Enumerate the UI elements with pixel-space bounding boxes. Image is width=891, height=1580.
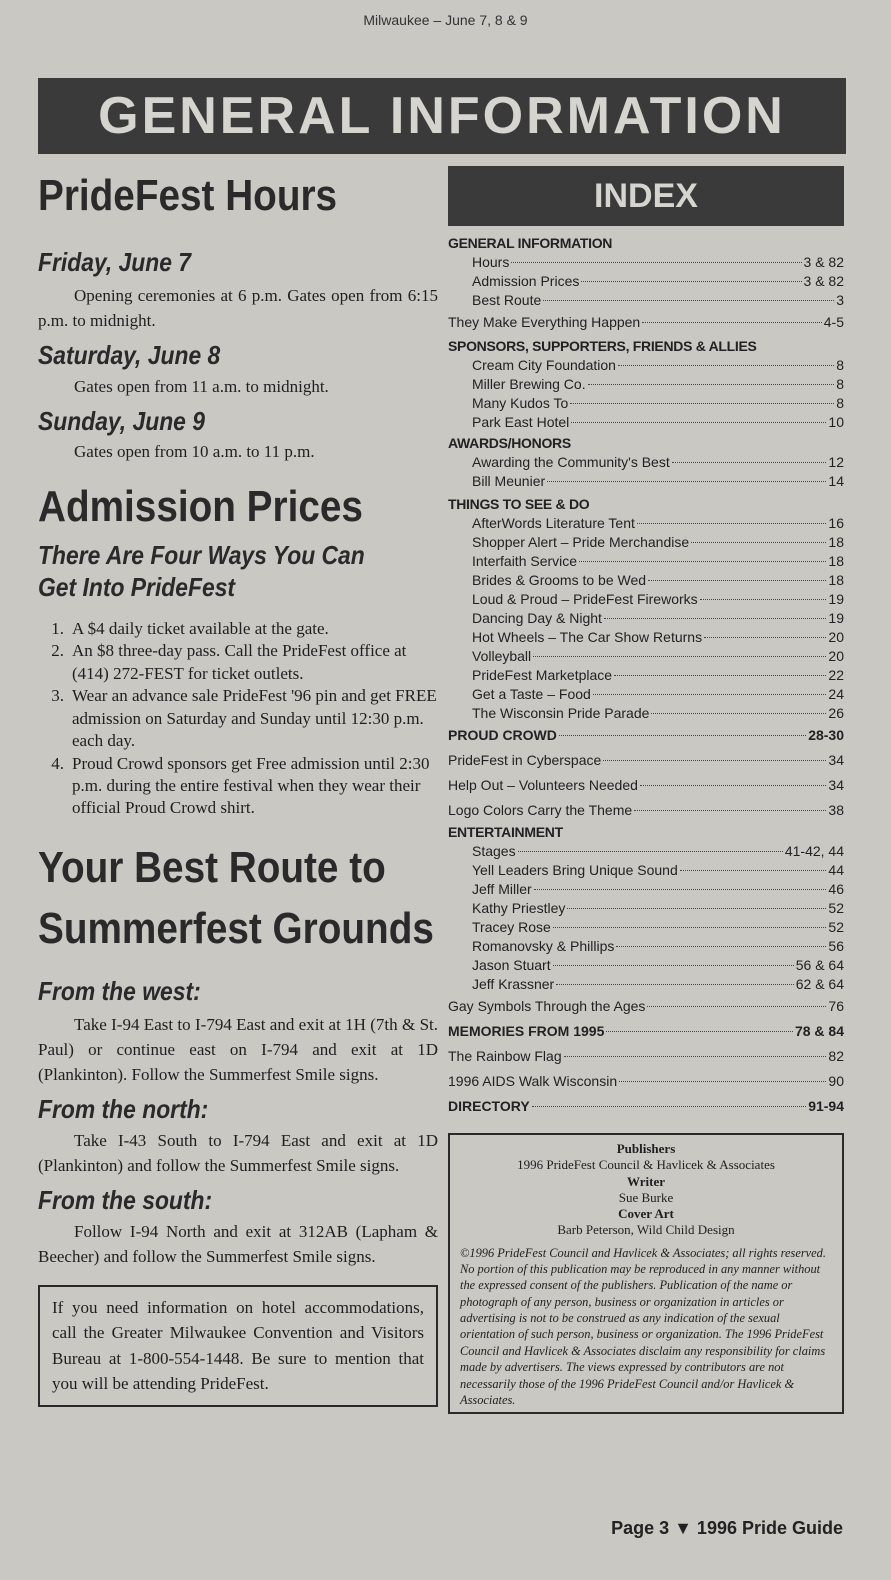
list-item [38,753,438,820]
index-entry-shopper: Shopper Alert – Pride Merchandise 18 [472,534,844,550]
index-entry-cyberspace: PrideFest in Cyberspace 34 [448,752,844,768]
index-entry-parade: The Wisconsin Pride Parade 26 [472,705,844,721]
index-entry-admission: Admission Prices 3 & 82 [472,273,844,289]
index-entry-they-make: They Make Everything Happen 4-5 [448,314,844,330]
index-entry-dancing: Dancing Day & Night 19 [472,610,844,626]
index-entry-krassner: Jeff Krassner 62 & 64 [472,976,844,992]
list-number: 3. [51,686,64,706]
index-section-things: THINGS TO SEE & DO [448,496,590,512]
list-text: Proud Crowd sponsors get Free admission until 2:30 p.m. during the entire festival when they wear their official Proud Crowd shirt. [72,753,430,818]
list-number: 2. [51,641,64,661]
index-entry-volleyball: Volleyball 20 [472,648,844,664]
index-entry-brides: Brides & Grooms to be Wed 18 [472,572,844,588]
index-entry-gay-symbols: Gay Symbols Through the Ages 76 [448,998,844,1014]
route-title-line1: Your Best Route to [38,842,386,892]
index-entry-cream-city: Cream City Foundation 8 [472,357,844,373]
publishers: 1996 PrideFest Council & Havlicek & Associates [517,1157,775,1173]
index-section-awards: AWARDS/HONORS [448,435,571,451]
index-entry-awarding: Awarding the Community's Best 12 [472,454,844,470]
sunday-text: Gates open from 10 a.m. to 11 p.m. [74,442,315,462]
list-text: A $4 daily ticket available at the gate. [72,618,329,638]
banner-title: GENERAL INFORMATION [98,87,786,145]
running-head: Milwaukee – June 7, 8 & 9 [363,12,528,28]
index-entry-afterwords: AfterWords Literature Tent 16 [472,515,844,531]
index-entry-taste: Get a Taste – Food 24 [472,686,844,702]
index-title: INDEX [594,176,698,215]
index-entry-tracey: Tracey Rose 52 [472,919,844,935]
list-number: 4. [51,753,64,773]
index-entry-romanovsky: Romanovsky & Phillips 56 [472,938,844,954]
index-entry-proud-crowd: PROUD CROWD 28-30 [448,727,844,743]
index-section-general: GENERAL INFORMATION [448,235,613,251]
from-south-text: Follow I-94 North and exit at 312AB (Lapham & Beecher) and follow the Summerfest Smile signs. [38,1221,438,1266]
index-entry-route: Best Route 3 [472,292,844,308]
cover-art: Barb Peterson, Wild Child Design [557,1222,735,1238]
admission-subtitle-line2: Get Into PrideFest [38,572,236,603]
hotel-info-box: If you need information on hotel accommodations, call the Greater Milwaukee Convention and Visitors Bureau at 1-800-554-1448. Be sure to mention that you will be attending PrideFest. [38,1285,438,1407]
list-item [38,640,438,685]
right-column [448,166,844,1414]
index-entry-logo-colors: Logo Colors Carry the Theme 38 [448,802,844,818]
index-section-sponsors: SPONSORS, SUPPORTERS, FRIENDS & ALLIES [448,338,757,354]
cover-art-label: Cover Art [618,1206,674,1221]
writer-label: Writer [626,1173,666,1189]
writer: Sue Burke [618,1189,674,1205]
left-column [38,168,438,1407]
friday-heading: Friday, June 7 [38,247,192,278]
admission-subtitle-line1: There Are Four Ways You Can [38,539,365,570]
index-entry-directory: DIRECTORY 91-94 [448,1098,844,1114]
admission-title: Admission Prices [38,481,363,531]
admission-list [38,618,438,820]
from-south-heading: From the south: [38,1185,213,1216]
hours-title: PrideFest Hours [38,171,338,220]
index-entry-stages: Stages 41-42, 44 [472,843,844,859]
index-list [448,234,844,1119]
list-text: Wear an advance sale PrideFest '96 pin and get FREE admission on Saturday and Sunday until 12:30 p.m. each day. [72,686,437,751]
credits-box [448,1133,844,1414]
index-entry-park-east: Park East Hotel 10 [472,414,844,430]
sunday-heading: Sunday, June 9 [38,405,205,436]
index-entry-jason: Jason Stuart 56 & 64 [472,957,844,973]
index-banner [448,166,844,226]
index-entry-yell: Yell Leaders Bring Unique Sound 44 [472,862,844,878]
index-entry-rainbow: The Rainbow Flag 82 [448,1048,844,1064]
index-entry-hot-wheels: Hot Wheels – The Car Show Returns 20 [472,629,844,645]
index-entry-meunier: Bill Meunier 14 [472,473,844,489]
copyright-notice: ©1996 PrideFest Council and Havlicek & Associates; all rights reserved. No portion of this publication may be reproduced in any manner without the expressed consent of the publishers. Publication of the name or photograph of any person, business or organization in articles or advertising is not to be construed as any indication of the sexual orientation of such person, business or organization. The 1996 PrideFest Council and Havlicek & Associates disclaim any responsibility for claims made by advertisers. The views expressed by contributors are not necessarily those of the 1996 PrideFest Council and/or Havlicek & Associates. [460,1245,826,1407]
friday-text: Opening ceremonies at 6 p.m. Gates open from 6:15 p.m. to midnight. [38,285,438,331]
list-text: An $8 three-day pass. Call the PrideFest office at (414) 272-FEST for ticket outlets. [72,641,407,683]
index-entry-hours: Hours 3 & 82 [472,254,844,270]
from-west-heading: From the west: [38,976,201,1007]
index-entry-jeff-miller: Jeff Miller 46 [472,881,844,897]
from-west-text: Take I-94 East to I-794 East and exit at 1H (7th & St. Paul) or continue east on I-794 and exit at 1D (Plankinton). Follow the Summerfest Smile signs. [38,1014,438,1085]
index-entry-kudos: Many Kudos To 8 [472,395,844,411]
route-title-line2: Summerfest Grounds [38,903,434,953]
list-item [38,685,438,752]
section-banner [38,78,846,154]
list-number: 1. [51,618,64,638]
index-entry-miller: Miller Brewing Co. 8 [472,376,844,392]
index-entry-fireworks: Loud & Proud – PrideFest Fireworks 19 [472,591,844,607]
index-entry-memories: MEMORIES FROM 1995 78 & 84 [448,1023,844,1039]
saturday-heading: Saturday, June 8 [38,340,221,371]
index-entry-aids-walk: 1996 AIDS Walk Wisconsin 90 [448,1073,844,1089]
index-entry-kathy: Kathy Priestley 52 [472,900,844,916]
from-north-text: Take I-43 South to I-794 East and exit at 1D (Plankinton) and follow the Summerfest Smile signs. [38,1130,438,1175]
from-north-heading: From the north: [38,1094,209,1125]
index-entry-marketplace: PrideFest Marketplace 22 [472,667,844,683]
list-item [38,618,438,640]
index-entry-interfaith: Interfaith Service 18 [472,553,844,569]
publishers-label: Publishers [616,1141,676,1156]
page-footer: Page 3 ▼ 1996 Pride Guide [611,1518,843,1538]
saturday-text: Gates open from 11 a.m. to midnight. [74,376,329,396]
index-entry-help-out: Help Out – Volunteers Needed 34 [448,777,844,793]
index-section-entertainment: ENTERTAINMENT [448,824,563,840]
